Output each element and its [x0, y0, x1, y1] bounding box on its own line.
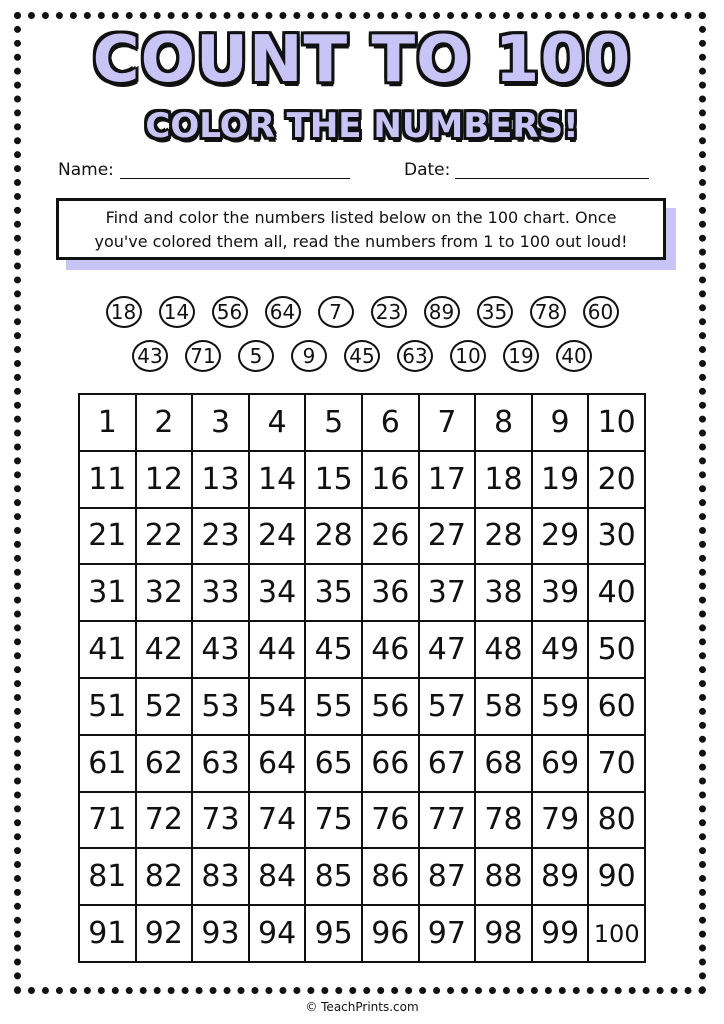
chart-cell[interactable]: 24 [250, 509, 307, 566]
chart-cell[interactable]: 98 [476, 906, 533, 963]
chart-cell[interactable]: 85 [306, 849, 363, 906]
name-label: Name: [58, 160, 114, 180]
chart-cell[interactable]: 31 [80, 565, 137, 622]
name-field[interactable] [120, 178, 350, 179]
chart-cell[interactable]: 86 [363, 849, 420, 906]
chart-cell[interactable]: 23 [193, 509, 250, 566]
chart-cell[interactable]: 28 [476, 509, 533, 566]
chart-cell[interactable]: 80 [589, 793, 646, 850]
circled-number[interactable]: 7 [318, 296, 354, 328]
chart-cell[interactable]: 14 [250, 452, 307, 509]
circled-number[interactable]: 89 [424, 296, 460, 328]
chart-cell[interactable]: 68 [476, 736, 533, 793]
chart-cell[interactable]: 44 [250, 622, 307, 679]
chart-cell[interactable]: 71 [80, 793, 137, 850]
footer-credit: © TeachPrints.com [305, 1000, 419, 1014]
chart-cell[interactable]: 15 [306, 452, 363, 509]
chart-cell[interactable]: 51 [80, 679, 137, 736]
chart-cell[interactable]: 29 [533, 509, 590, 566]
chart-cell[interactable]: 33 [193, 565, 250, 622]
chart-cell[interactable]: 60 [589, 679, 646, 736]
chart-cell[interactable]: 100 [589, 906, 646, 963]
chart-cell[interactable]: 34 [250, 565, 307, 622]
page-title: COUNT TO 100 [92, 23, 632, 97]
chart-cell[interactable]: 91 [80, 906, 137, 963]
chart-cell[interactable]: 72 [137, 793, 194, 850]
chart-cell[interactable]: 42 [137, 622, 194, 679]
chart-cell[interactable]: 20 [589, 452, 646, 509]
circled-number[interactable]: 10 [450, 340, 486, 372]
chart-cell[interactable]: 66 [363, 736, 420, 793]
circled-numbers-row-1 [0, 296, 724, 328]
circled-numbers-row-2 [0, 340, 724, 372]
chart-cell[interactable]: 58 [476, 679, 533, 736]
chart-cell[interactable]: 21 [80, 509, 137, 566]
chart-cell[interactable]: 76 [363, 793, 420, 850]
date-label: Date: [404, 160, 451, 180]
chart-cell[interactable]: 10 [589, 395, 646, 452]
chart-cell[interactable]: 17 [420, 452, 477, 509]
chart-cell[interactable]: 22 [137, 509, 194, 566]
chart-cell[interactable]: 47 [420, 622, 477, 679]
chart-cell[interactable]: 95 [306, 906, 363, 963]
chart-cell[interactable]: 97 [420, 906, 477, 963]
chart-cell[interactable]: 57 [420, 679, 477, 736]
chart-cell[interactable]: 35 [306, 565, 363, 622]
chart-cell[interactable]: 90 [589, 849, 646, 906]
chart-cell[interactable]: 56 [363, 679, 420, 736]
chart-cell[interactable]: 30 [589, 509, 646, 566]
chart-cell[interactable]: 38 [476, 565, 533, 622]
chart-cell[interactable]: 36 [363, 565, 420, 622]
instructions-box [56, 198, 666, 260]
chart-cell[interactable]: 39 [533, 565, 590, 622]
chart-cell[interactable]: 79 [533, 793, 590, 850]
chart-cell[interactable]: 48 [476, 622, 533, 679]
chart-cell[interactable]: 18 [476, 452, 533, 509]
circled-number[interactable]: 45 [344, 340, 380, 372]
chart-cell[interactable]: 3 [193, 395, 250, 452]
chart-cell[interactable]: 99 [533, 906, 590, 963]
chart-cell[interactable]: 52 [137, 679, 194, 736]
chart-cell[interactable]: 70 [589, 736, 646, 793]
circled-number[interactable]: 56 [212, 296, 248, 328]
chart-cell[interactable]: 87 [420, 849, 477, 906]
chart-cell[interactable]: 16 [363, 452, 420, 509]
chart-cell[interactable]: 54 [250, 679, 307, 736]
chart-cell[interactable]: 59 [533, 679, 590, 736]
chart-cell[interactable]: 6 [363, 395, 420, 452]
chart-cell[interactable]: 11 [80, 452, 137, 509]
chart-cell[interactable]: 84 [250, 849, 307, 906]
chart-cell[interactable]: 83 [193, 849, 250, 906]
circled-number[interactable]: 19 [503, 340, 539, 372]
chart-cell[interactable]: 49 [533, 622, 590, 679]
circled-number[interactable]: 5 [238, 340, 274, 372]
chart-cell[interactable]: 88 [476, 849, 533, 906]
chart-cell[interactable]: 64 [250, 736, 307, 793]
chart-cell[interactable]: 92 [137, 906, 194, 963]
chart-cell[interactable]: 96 [363, 906, 420, 963]
circled-number[interactable]: 23 [371, 296, 407, 328]
chart-cell[interactable]: 53 [193, 679, 250, 736]
chart-cell[interactable]: 50 [589, 622, 646, 679]
circled-number[interactable]: 40 [556, 340, 592, 372]
chart-cell[interactable]: 2 [137, 395, 194, 452]
chart-cell[interactable]: 75 [306, 793, 363, 850]
circled-number[interactable]: 63 [397, 340, 433, 372]
circled-number[interactable]: 71 [185, 340, 221, 372]
chart-cell[interactable]: 1 [80, 395, 137, 452]
chart-cell[interactable]: 61 [80, 736, 137, 793]
chart-cell[interactable]: 94 [250, 906, 307, 963]
chart-cell[interactable]: 74 [250, 793, 307, 850]
chart-cell[interactable]: 63 [193, 736, 250, 793]
page-subtitle: COLOR THE NUMBERS! [145, 106, 579, 146]
circled-number[interactable]: 78 [530, 296, 566, 328]
chart-cell[interactable]: 77 [420, 793, 477, 850]
chart-cell[interactable]: 40 [589, 565, 646, 622]
circled-number[interactable]: 43 [132, 340, 168, 372]
circled-number[interactable]: 9 [291, 340, 327, 372]
chart-cell[interactable]: 45 [306, 622, 363, 679]
chart-cell[interactable]: 12 [137, 452, 194, 509]
chart-cell[interactable]: 41 [80, 622, 137, 679]
chart-cell[interactable]: 67 [420, 736, 477, 793]
chart-cell[interactable]: 5 [306, 395, 363, 452]
chart-cell[interactable]: 7 [420, 395, 477, 452]
chart-cell[interactable]: 27 [420, 509, 477, 566]
date-field[interactable] [455, 178, 649, 179]
chart-cell[interactable]: 32 [137, 565, 194, 622]
circled-number[interactable]: 14 [159, 296, 195, 328]
hundred-chart [78, 393, 646, 963]
chart-cell[interactable]: 69 [533, 736, 590, 793]
chart-cell[interactable]: 37 [420, 565, 477, 622]
chart-cell[interactable]: 8 [476, 395, 533, 452]
instructions-line-1: Find and color the numbers listed below on the 100 chart. Once [105, 208, 617, 227]
chart-cell[interactable]: 55 [306, 679, 363, 736]
chart-cell[interactable]: 81 [80, 849, 137, 906]
circled-number[interactable]: 18 [106, 296, 142, 328]
chart-cell[interactable]: 13 [193, 452, 250, 509]
chart-cell[interactable]: 9 [533, 395, 590, 452]
instructions-line-2: you've colored them all, read the numbers from 1 to 100 out loud! [94, 232, 628, 251]
chart-cell[interactable]: 26 [363, 509, 420, 566]
chart-cell[interactable]: 19 [533, 452, 590, 509]
chart-cell[interactable]: 43 [193, 622, 250, 679]
chart-cell[interactable]: 82 [137, 849, 194, 906]
circled-number[interactable]: 60 [583, 296, 619, 328]
chart-cell[interactable]: 78 [476, 793, 533, 850]
chart-cell[interactable]: 62 [137, 736, 194, 793]
chart-cell[interactable]: 73 [193, 793, 250, 850]
chart-cell[interactable]: 28 [306, 509, 363, 566]
chart-cell[interactable]: 4 [250, 395, 307, 452]
circled-number[interactable]: 35 [477, 296, 513, 328]
chart-cell[interactable]: 46 [363, 622, 420, 679]
chart-cell[interactable]: 89 [533, 849, 590, 906]
circled-number[interactable]: 64 [265, 296, 301, 328]
chart-cell[interactable]: 93 [193, 906, 250, 963]
chart-cell[interactable]: 65 [306, 736, 363, 793]
